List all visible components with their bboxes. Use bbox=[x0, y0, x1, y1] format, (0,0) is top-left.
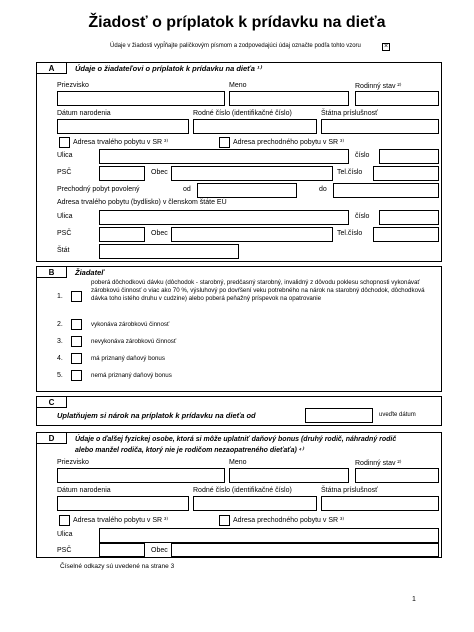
priezvisko-field[interactable] bbox=[57, 91, 225, 106]
label-rodinny-stav: Rodinný stav ²⁾ bbox=[355, 83, 402, 90]
d-psc-field[interactable] bbox=[99, 543, 145, 557]
option-1-number: 1. bbox=[57, 293, 63, 300]
option-5-number: 5. bbox=[57, 372, 63, 379]
d-statna-prislusnost-field[interactable] bbox=[321, 496, 439, 511]
label-od: od bbox=[183, 186, 191, 193]
section-b bbox=[36, 266, 442, 392]
option-2-number: 2. bbox=[57, 321, 63, 328]
label-d-priezvisko: Priezvisko bbox=[57, 459, 89, 466]
option-1-text: poberá dôchodkovú dávku (dôchodok - starobný, predčasný starobný, invalidný z dôvodu poklesu schopnosti vykonávať zárobkovú činnosť o viac ako 70 %, výsluhový po dovŕšení veku potrebného na nárok na starobný dôchodok, dôchodková dávka toho istého druhu v cudzine) alebo poberá peňažný príspevok na opatrovanie bbox=[91, 279, 425, 302]
ulica-field[interactable] bbox=[99, 149, 349, 164]
pobyt-od-field[interactable] bbox=[197, 183, 297, 198]
label-do: do bbox=[319, 186, 327, 193]
d-trvaly-pobyt-checkbox[interactable] bbox=[59, 515, 70, 526]
option-5-text: nemá priznaný daňový bonus bbox=[91, 372, 172, 379]
label-statna-prislusnost: Štátna príslušnosť bbox=[321, 110, 378, 117]
narok-od-datum-field[interactable] bbox=[305, 408, 373, 423]
d-prechodny-pobyt-checkbox[interactable] bbox=[219, 515, 230, 526]
trvaly-pobyt-checkbox[interactable] bbox=[59, 137, 70, 148]
d-ulica-field[interactable] bbox=[99, 528, 439, 543]
label-stat: Štát bbox=[57, 247, 70, 254]
section-d bbox=[36, 432, 442, 558]
form-title: Žiadosť o príplatok k prídavku na dieťa bbox=[88, 14, 386, 31]
label-d-meno: Meno bbox=[229, 459, 247, 466]
statna-prislusnost-field[interactable] bbox=[321, 119, 439, 134]
d-rodinny-stav-field[interactable] bbox=[355, 468, 439, 483]
d-rodne-cislo-field[interactable] bbox=[193, 496, 317, 511]
cislo-eu-field[interactable] bbox=[379, 210, 439, 225]
label-meno: Meno bbox=[229, 82, 247, 89]
label-d-adresa-prechodneho: Adresa prechodného pobytu v SR ³⁾ bbox=[233, 517, 345, 524]
option-3-checkbox[interactable] bbox=[71, 336, 82, 347]
sample-checkmark-icon: × bbox=[383, 43, 389, 50]
form-instructions: Údaje v žiadosti vypĺňajte paličkovým písmom a zodpovedajúci údaj označte podľa tohto vzoru bbox=[110, 43, 361, 49]
obec-field[interactable] bbox=[171, 166, 333, 181]
psc-eu-field[interactable] bbox=[99, 227, 145, 242]
label-psc-eu: PSČ bbox=[57, 230, 72, 237]
d-priezvisko-field[interactable] bbox=[57, 468, 225, 483]
section-c bbox=[36, 396, 442, 426]
label-tel-cislo: Tel.číslo bbox=[337, 169, 363, 176]
option-1-checkbox[interactable] bbox=[71, 291, 82, 302]
section-d-title-line1: Údaje o ďalšej fyzickej osobe, ktorá si môže uplatniť daňový bonus (druhý rodič, náhradný rodič bbox=[75, 436, 397, 443]
psc-field[interactable] bbox=[99, 166, 145, 181]
label-d-rodne-cislo: Rodné číslo (identifikačné číslo) bbox=[193, 487, 292, 494]
stat-field[interactable] bbox=[99, 244, 239, 259]
d-meno-field[interactable] bbox=[229, 468, 349, 483]
meno-field[interactable] bbox=[229, 91, 349, 106]
page-number: 1 bbox=[412, 596, 416, 603]
section-d-letter: D bbox=[37, 433, 67, 444]
section-b-title: Žiadateľ bbox=[75, 268, 105, 277]
option-3-number: 3. bbox=[57, 338, 63, 345]
label-priezvisko: Priezvisko bbox=[57, 82, 89, 89]
section-a bbox=[36, 62, 442, 262]
section-c-title: Uplatňujem si nárok na príplatok k prídavku na dieťa od bbox=[57, 411, 256, 420]
label-cislo: číslo bbox=[355, 152, 370, 159]
label-prechodny-pobyt: Prechodný pobyt povolený bbox=[57, 186, 140, 193]
label-adresa-eu: Adresa trvalého pobytu (bydlisko) v členskom štáte EÚ bbox=[57, 199, 227, 206]
label-psc: PSČ bbox=[57, 169, 72, 176]
label-obec-eu: Obec bbox=[151, 230, 168, 237]
label-d-ulica: Ulica bbox=[57, 531, 73, 538]
label-d-rodinny-stav: Rodinný stav ²⁾ bbox=[355, 460, 402, 467]
label-d-datum-narodenia: Dátum narodenia bbox=[57, 487, 111, 494]
label-ulica-eu: Ulica bbox=[57, 213, 73, 220]
label-d-statna-prislusnost: Štátna príslušnosť bbox=[321, 487, 378, 494]
option-2-checkbox[interactable] bbox=[71, 319, 82, 330]
option-4-number: 4. bbox=[57, 355, 63, 362]
ulica-eu-field[interactable] bbox=[99, 210, 349, 225]
option-4-checkbox[interactable] bbox=[71, 353, 82, 364]
option-2-text: vykonáva zárobkovú činnosť bbox=[91, 321, 170, 328]
section-a-letter: A bbox=[37, 63, 67, 74]
option-4-text: má priznaný daňový bonus bbox=[91, 355, 165, 362]
label-d-obec: Obec bbox=[151, 547, 168, 554]
label-rodne-cislo: Rodné číslo (identifikačné číslo) bbox=[193, 110, 292, 117]
label-adresa-prechodneho: Adresa prechodného pobytu v SR ³⁾ bbox=[233, 139, 345, 146]
section-c-letter: C bbox=[37, 397, 67, 408]
cislo-field[interactable] bbox=[379, 149, 439, 164]
option-5-checkbox[interactable] bbox=[71, 370, 82, 381]
rodne-cislo-field[interactable] bbox=[193, 119, 317, 134]
section-a-title: Údaje o žiadateľovi o príplatok k prídavku na dieťa ¹⁾ bbox=[75, 64, 262, 73]
label-obec: Obec bbox=[151, 169, 168, 176]
footnote: Číselné odkazy sú uvedené na strane 3 bbox=[60, 563, 175, 570]
tel-cislo-field[interactable] bbox=[373, 166, 439, 181]
section-d-title-line2: alebo manžel rodiča, ktorý nie je rodičom nezaopatreného dieťaťa) ⁴⁾ bbox=[75, 447, 304, 454]
d-obec-field[interactable] bbox=[171, 543, 439, 557]
label-adresa-trvaleho: Adresa trvalého pobytu v SR ³⁾ bbox=[73, 139, 169, 146]
d-datum-narodenia-field[interactable] bbox=[57, 496, 189, 511]
label-d-psc: PSČ bbox=[57, 547, 72, 554]
label-datum-narodenia: Dátum narodenia bbox=[57, 110, 111, 117]
pobyt-do-field[interactable] bbox=[333, 183, 439, 198]
prechodny-pobyt-checkbox[interactable] bbox=[219, 137, 230, 148]
label-cislo-eu: číslo bbox=[355, 213, 370, 220]
label-tel-cislo-eu: Tel.číslo bbox=[337, 230, 363, 237]
tel-cislo-eu-field[interactable] bbox=[373, 227, 439, 242]
obec-eu-field[interactable] bbox=[171, 227, 333, 242]
datum-narodenia-field[interactable] bbox=[57, 119, 189, 134]
rodinny-stav-field[interactable] bbox=[355, 91, 439, 106]
option-3-text: nevykonáva zárobkovú činnosť bbox=[91, 338, 177, 345]
label-d-adresa-trvaleho: Adresa trvalého pobytu v SR ³⁾ bbox=[73, 517, 169, 524]
section-b-letter: B bbox=[37, 267, 67, 278]
label-ulica: Ulica bbox=[57, 152, 73, 159]
label-uvedte-datum: uveďte dátum bbox=[379, 412, 416, 418]
